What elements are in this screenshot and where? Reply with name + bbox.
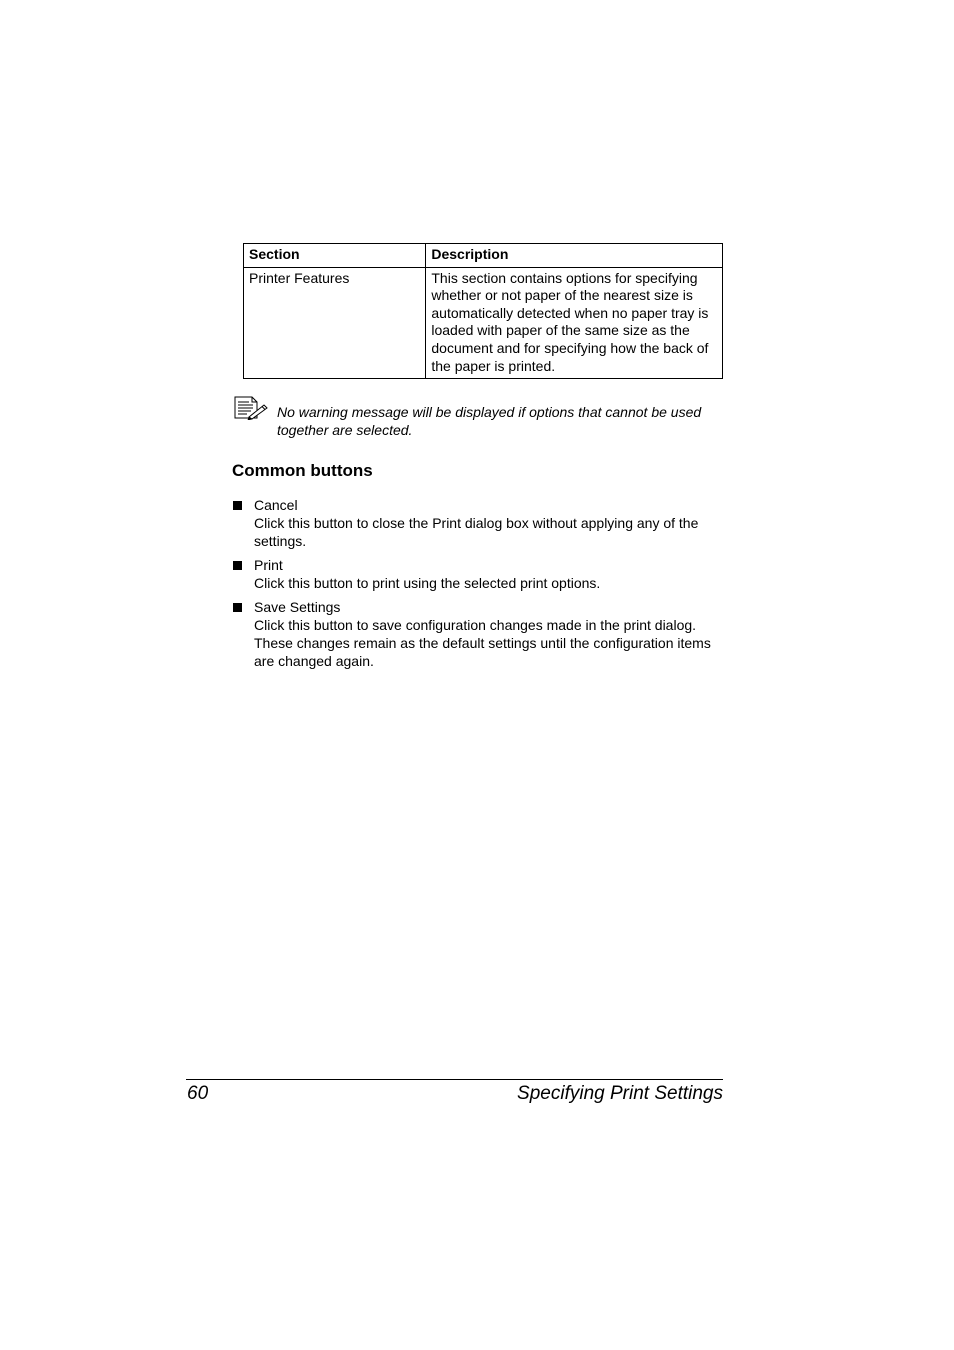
bullet-square-icon [233, 561, 242, 570]
bullet-square-icon [233, 603, 242, 612]
note-text: No warning message will be displayed if options that cannot be used together are selected. [277, 404, 702, 438]
list-item [232, 598, 732, 670]
table-header-row [244, 244, 723, 268]
list-item-title: Save Settings [254, 599, 341, 615]
list-item-title: Print [254, 557, 283, 573]
footer-divider [186, 1079, 723, 1080]
table-row [244, 267, 723, 379]
list-item [232, 496, 732, 550]
table-cell-description: This section contains options for specifying whether or not paper of the nearest size is automatically detected when no paper tray is loaded with paper of the same size as the document and for specifying how the back of the paper is printed. [426, 267, 723, 379]
list-item-title: Cancel [254, 497, 298, 513]
list-item-description: Click this button to close the Print dialog box without applying any of the settings. [254, 515, 699, 549]
bullet-square-icon [233, 501, 242, 510]
footer-chapter-title: Specifying Print Settings [517, 1083, 723, 1104]
buttons-list [232, 496, 732, 676]
note-pencil-icon [233, 396, 269, 420]
list-item-description: Click this button to save configuration changes made in the print dialog. These changes remain as the default settings until the configuration items are changed again. [254, 617, 711, 669]
section-description-table [243, 243, 723, 379]
table-cell-section: Printer Features [244, 267, 426, 379]
page-number: 60 [187, 1083, 209, 1104]
table-header-section: Section [244, 244, 426, 268]
section-heading: Common buttons [232, 461, 373, 480]
list-item [232, 556, 732, 592]
list-item-description: Click this button to print using the selected print options. [254, 575, 601, 591]
table-header-description: Description [426, 244, 723, 268]
